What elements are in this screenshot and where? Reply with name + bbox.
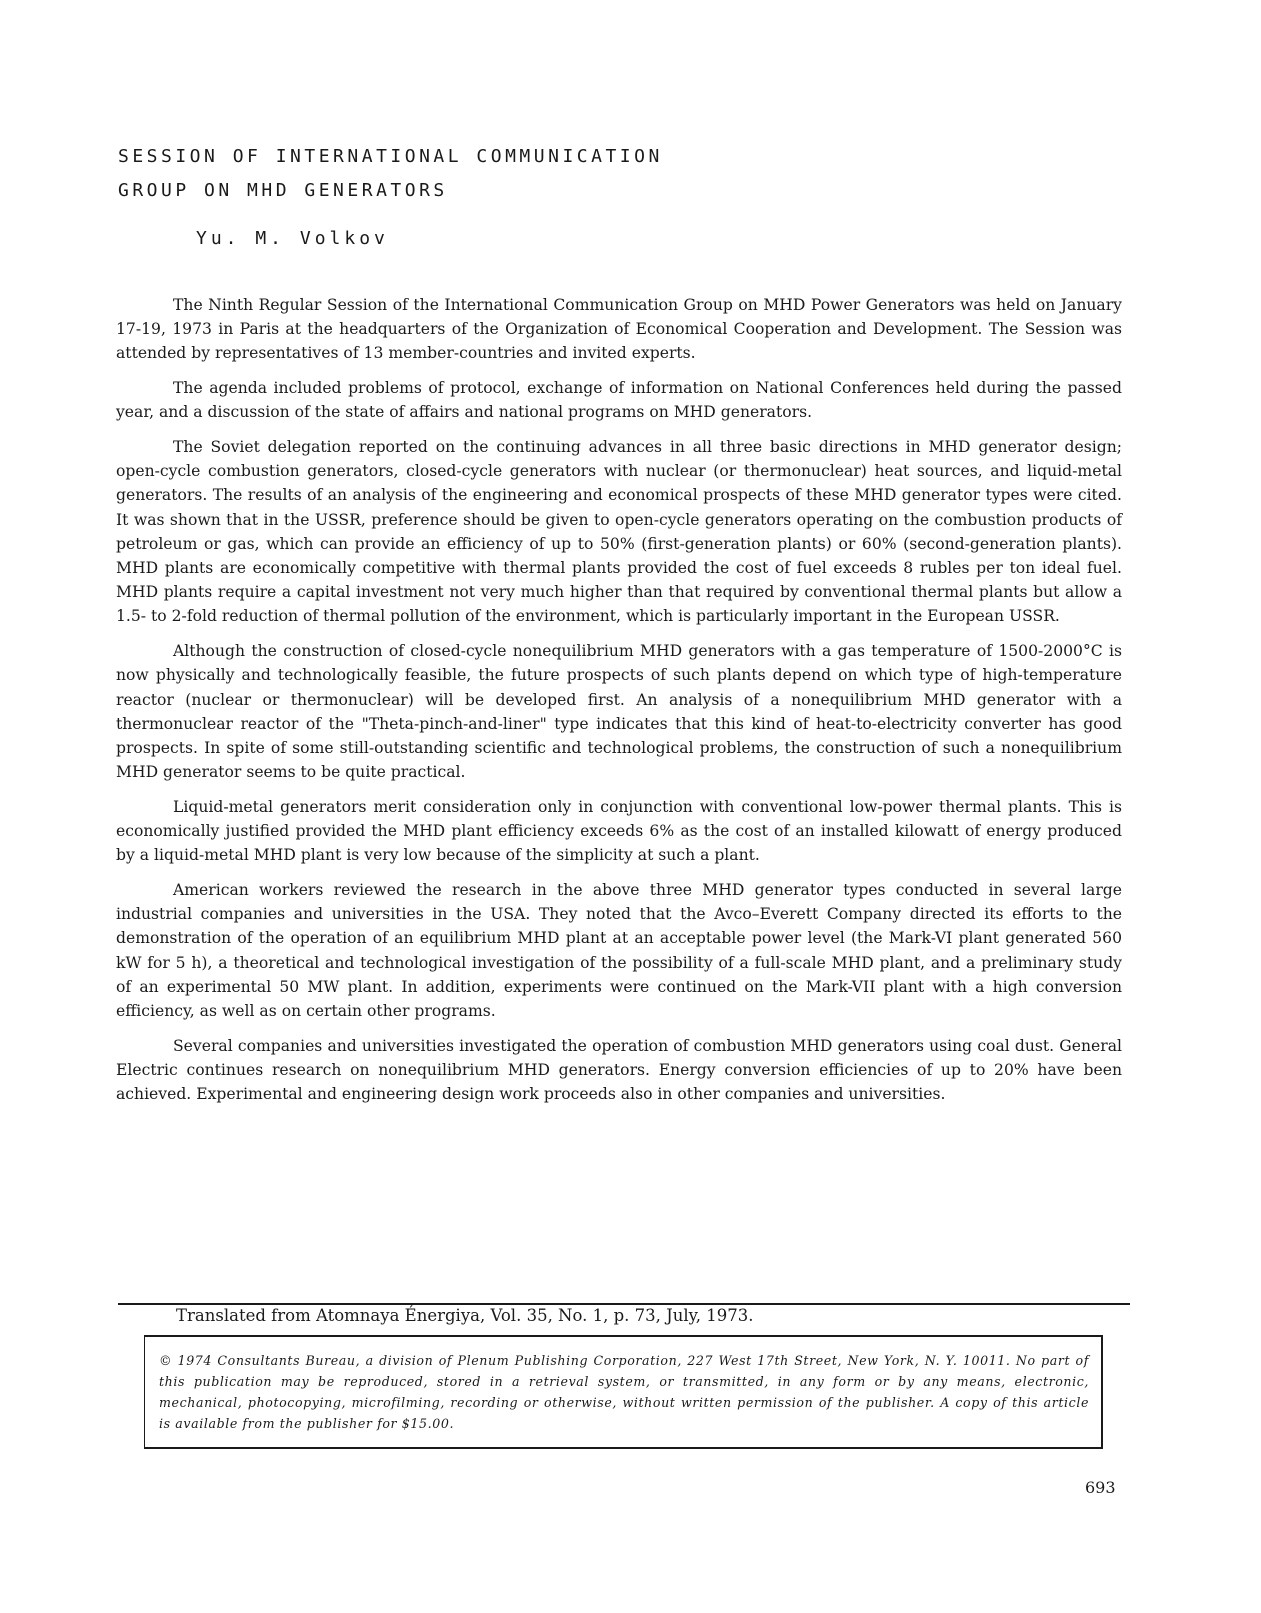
body-paragraph: The agenda included problems of protocol, exchange of information on National Conferences held during the passed year, and a discussion of the state of affairs and national programs on MHD generators. [116,379,1122,422]
article-title-line-1: SESSION OF INTERNATIONAL COMMUNICATION [118,146,663,167]
body-paragraph: Several companies and universities investigated the operation of combustion MHD generators using coal dust. General Electric continues research on nonequilibrium MHD generators. Energy conversion efficiencies of up to 20% have been achieved. Experimental and engineering design work proceeds also in other companies and universities. [116,1036,1122,1104]
article-body [116,293,1122,1117]
body-paragraph: The Ninth Regular Session of the International Communication Group on MHD Power Generators was held on January 17-19, 1973 in Paris at the headquarters of the Organization of Economical Cooperation and Development. The Session was attended by representatives of 13 member-countries and invited experts. [116,296,1122,363]
body-paragraph: American workers reviewed the research in the above three MHD generator types conducted in several large industrial companies and universities in the USA. They noted that the Avco–Everett Company directed its efforts to the demonstration of the operation of an equilibrium MHD plant at an acceptable power level (the Mark-VI plant generated 560 kW for 5 h), a theoretical and technological investigation of the possibility of a full-scale MHD plant, and a preliminary study of an experimental 50 MW plant. In addition, experiments were continued on the Mark-VII plant with a high conversion efficiency, as well as on certain other programs. [116,880,1122,1020]
body-paragraph: Liquid-metal generators merit consideration only in conjunction with conventional low-power thermal plants. This is economically justified provided the MHD plant efficiency exceeds 6% as the cost of an installed kilowatt of energy produced by a liquid-metal MHD plant is very low because of the simplicity at such a plant. [116,797,1122,865]
body-paragraph: The Soviet delegation reported on the continuing advances in all three basic directions in MHD generator design; open-cycle combustion generators, closed-cycle generators with nuclear (or thermonuclear) heat sources, and liquid-metal generators. The results of an analysis of the engineering and economical prospects of these MHD generator types were cited. It was shown that in the USSR, preference should be given to open-cycle generators operating on the combustion products of petroleum or gas, which can provide an efficiency of up to 50% (first-generation plants) or 60% (second-generation plants). MHD plants are economically competitive with thermal plants provided the cost of fuel exceeds 8 rubles per ton ideal fuel. MHD plants require a capital investment not very much higher than that required by conventional thermal plants but allow a 1.5- to 2-fold reduction of thermal pollution of the environment, which is particularly important in the European USSR. [116,438,1122,626]
page-number: 693 [1085,1478,1116,1497]
article-author: Yu. M. Volkov [196,228,389,249]
footnote-divider [118,1303,1130,1305]
body-paragraph: Although the construction of closed-cycle nonequilibrium MHD generators with a gas temperature of 1500-2000°C is now physically and technologically feasible, the future prospects of such plants depend on which type of high-temperature reactor (nuclear or thermonuclear) will be developed first. An analysis of a nonequilibrium MHD generator with a thermonuclear reactor of the "Theta-pinch-and-liner" type indicates that this kind of heat-to-electricity converter has good prospects. In spite of some still-outstanding scientific and technological problems, the construction of such a nonequilibrium MHD generator seems to be quite practical. [116,642,1122,782]
copyright-box [144,1335,1103,1449]
article-title-line-2: GROUP ON MHD GENERATORS [118,180,448,201]
translation-source-note: Translated from Atomnaya Énergiya, Vol. 35, No. 1, p. 73, July, 1973. [176,1306,754,1325]
copyright-notice: © 1974 Consultants Bureau, a division of Plenum Publishing Corporation, 227 West 17th Street, New York, N. Y. 10011. No part of this publication may be reproduced, stored in a retrieval system, or transmitted, in any form or by any means, electronic, mechanical, photocopying, microfilming, recording or otherwise, without written permission of the publisher. A copy of this article is available from the publisher for $15.00. [159,1353,1089,1431]
